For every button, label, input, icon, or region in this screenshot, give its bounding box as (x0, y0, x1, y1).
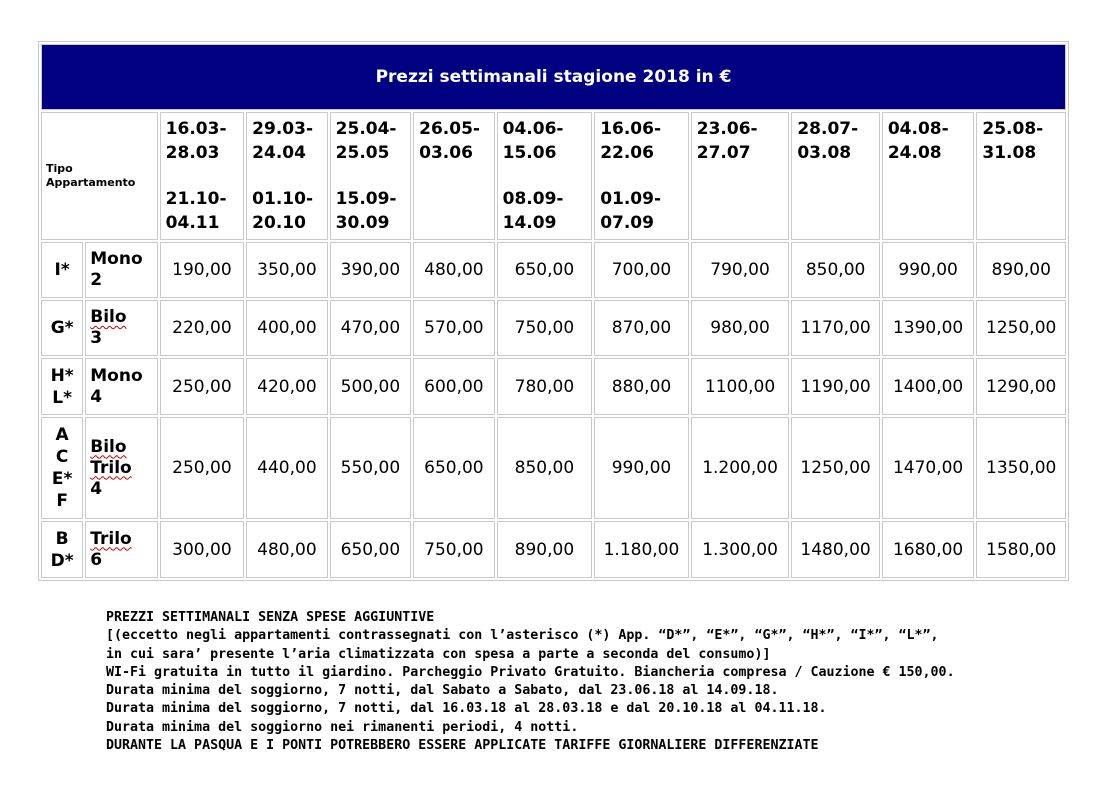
note-line: DURANTE LA PASQUA E I PONTI POTREBBERO ESSERE APPLICATE TARIFFE GIORNALIERE DIFFERENZIATE (106, 738, 819, 754)
period-date: 04.11 (165, 213, 220, 233)
apartment-type (85, 242, 157, 298)
period-date: 22.06 (600, 143, 654, 163)
table-row (41, 521, 1066, 578)
apartment-type-word (90, 437, 156, 458)
price-cell: 300,00 (160, 521, 245, 578)
period-date: 03.08 (797, 143, 852, 163)
period-date: 08.09- (502, 189, 564, 209)
apartment-type-word (90, 249, 156, 270)
price-cell: 570,00 (413, 300, 494, 356)
apartment-type (85, 417, 157, 519)
period-range (503, 117, 592, 165)
period-header (413, 112, 494, 240)
price-cell: 220,00 (160, 300, 245, 356)
price-cell: 1580,00 (976, 521, 1066, 578)
period-date: 24.08 (887, 143, 942, 163)
price-cell: 650,00 (413, 417, 494, 519)
table-row (41, 300, 1066, 356)
table-row (41, 358, 1066, 415)
price-cell: 1680,00 (882, 521, 975, 578)
period-date: 26.05- (419, 119, 480, 139)
price-cell: 700,00 (594, 242, 689, 298)
note-line: Durata minima del soggiorno nei rimanenti periodi, 4 notti. (106, 719, 579, 735)
period-date: 27.07 (696, 143, 751, 163)
period-date: 01.10- (252, 189, 313, 209)
price-cell: 990,00 (594, 417, 689, 519)
period-date: 30.09 (335, 213, 390, 233)
period-range (419, 117, 493, 165)
apartment-code (41, 521, 83, 578)
price-cell: 500,00 (330, 358, 411, 415)
price-cell: 480,00 (413, 242, 494, 298)
apartment-code (41, 242, 83, 298)
price-cell: 980,00 (691, 300, 790, 356)
apartment-code-item: E* (51, 469, 73, 489)
period-date: 04.06- (502, 119, 564, 139)
apartment-code-item: F (56, 491, 68, 511)
period-header (497, 112, 593, 240)
apartment-type-word (90, 328, 156, 349)
period-range (888, 117, 974, 165)
period-range-alt (166, 187, 244, 235)
period-date: 03.06 (419, 143, 473, 163)
price-cell: 880,00 (594, 358, 689, 415)
period-range (982, 117, 1065, 165)
apartment-type-word (90, 529, 156, 550)
apartment-type (85, 300, 157, 356)
price-cell: 650,00 (497, 242, 593, 298)
period-header (791, 112, 880, 240)
apartment-code-item: A (55, 425, 69, 445)
apartment-type-text: 6 (90, 549, 103, 570)
table-row (41, 417, 1066, 519)
price-cell: 1250,00 (791, 417, 880, 519)
price-cell: 1470,00 (882, 417, 975, 519)
apartment-type-text: 2 (90, 270, 103, 290)
period-header (976, 112, 1066, 240)
period-date: 24.04 (252, 143, 306, 163)
period-header (246, 112, 327, 240)
header-label-line: Appartamento (46, 176, 136, 189)
period-header (882, 112, 975, 240)
price-cell: 470,00 (330, 300, 411, 356)
price-cell: 790,00 (691, 242, 790, 298)
price-cell: 1350,00 (976, 417, 1066, 519)
price-cell: 890,00 (976, 242, 1066, 298)
period-date: 01.09- (600, 189, 662, 209)
period-date: 21.10- (165, 189, 227, 209)
apartment-type-text: 4 (90, 478, 103, 499)
apartment-code-item: D* (50, 550, 74, 571)
period-date: 14.09 (502, 213, 557, 233)
note-line: WI-Fi gratuita in tutto il giardino. Parcheggio Privato Gratuito. Biancheria compresa / Cauzione € 150,00. (106, 664, 955, 680)
price-cell: 850,00 (497, 417, 593, 519)
price-cell: 1100,00 (691, 358, 790, 415)
price-cell: 350,00 (246, 242, 327, 298)
price-cell: 750,00 (497, 300, 593, 356)
period-date: 28.03 (165, 143, 220, 163)
apartment-type (85, 521, 157, 578)
price-cell: 750,00 (413, 521, 494, 578)
apartment-type-header (41, 112, 158, 240)
price-cell: 190,00 (160, 242, 245, 298)
period-date: 16.06- (600, 119, 662, 139)
apartment-type-word (90, 550, 156, 571)
price-cell: 400,00 (246, 300, 327, 356)
period-date: 20.10 (252, 213, 306, 233)
apartment-code (41, 358, 83, 415)
apartment-type-word (90, 458, 156, 479)
price-cell: 1480,00 (791, 521, 880, 578)
apartment-type-text: Trilo (90, 528, 132, 549)
period-range (697, 117, 789, 165)
price-cell: 480,00 (246, 521, 327, 578)
period-date: 07.09 (600, 213, 654, 233)
period-date: 15.09- (335, 189, 397, 209)
price-cell: 890,00 (497, 521, 593, 578)
note-line: PREZZI SETTIMANALI SENZA SPESE AGGIUNTIVE (106, 610, 435, 625)
apartment-type-word (90, 479, 156, 500)
note-line: Durata minima del soggiorno, 7 notti, dal 16.03.18 al 28.03.18 e dal 20.10.18 al 04.11.18. (106, 701, 827, 717)
period-date: 04.08- (887, 119, 949, 139)
apartment-type-text: Mono (90, 249, 143, 269)
apartment-type-text: Trilo (90, 457, 132, 478)
apartment-type-word (90, 387, 156, 408)
apartment-type-word (90, 366, 156, 387)
apartment-type-word (90, 270, 156, 291)
price-cell: 420,00 (246, 358, 327, 415)
period-range (336, 117, 410, 165)
price-cell: 600,00 (413, 358, 494, 415)
period-header (691, 112, 790, 240)
price-cell: 550,00 (330, 417, 411, 519)
period-range (252, 117, 326, 165)
price-cell: 1290,00 (976, 358, 1066, 415)
table-row (41, 242, 1066, 298)
price-cell: 850,00 (791, 242, 880, 298)
period-date: 25.05 (335, 143, 390, 163)
apartment-code-item: G* (50, 318, 74, 338)
period-date: 25.08- (982, 119, 1044, 139)
apartment-type (85, 358, 157, 415)
price-cell: 1.300,00 (691, 521, 790, 578)
apartment-type-text: 4 (90, 386, 103, 407)
price-cell: 1190,00 (791, 358, 880, 415)
period-date: 31.08 (982, 143, 1037, 163)
price-cell: 1170,00 (791, 300, 880, 356)
period-date: 25.04- (335, 119, 397, 139)
header-label-line: Tipo (46, 162, 73, 175)
price-cell: 1250,00 (976, 300, 1066, 356)
price-cell: 780,00 (497, 358, 593, 415)
apartment-code-item: I* (54, 260, 70, 280)
price-cell: 1390,00 (882, 300, 975, 356)
period-range (600, 117, 688, 165)
note-line: Durata minima del soggiorno, 7 notti, dal Sabato a Sabato, dal 23.06.18 al 14.09.18. (106, 683, 779, 699)
price-cell: 1.180,00 (594, 521, 689, 578)
period-header-row (41, 112, 1066, 240)
period-date: 28.07- (797, 119, 859, 139)
price-cell: 390,00 (330, 242, 411, 298)
apartment-code-item: B (55, 528, 69, 549)
period-range (797, 117, 879, 165)
note-line: in cui sara’ presente l’aria climatizzata con spesa a parte a seconda del consumo)] (106, 646, 771, 662)
period-range (166, 117, 244, 165)
apartment-code-item: L* (52, 387, 72, 408)
apartment-code (41, 417, 83, 519)
period-range-alt (336, 187, 410, 235)
price-cell: 870,00 (594, 300, 689, 356)
price-cell: 250,00 (160, 417, 245, 519)
apartment-code (41, 300, 83, 356)
period-date: 23.06- (696, 119, 758, 139)
apartment-type-text: Bilo (90, 307, 127, 327)
apartment-type-text: Bilo (90, 436, 127, 457)
price-cell: 650,00 (330, 521, 411, 578)
note-line: [(eccetto negli appartamenti contrassegnati con l’asterisco (*) App. “D*”, “E*”, “G*”, “H*”, “I*”, “L*”, (106, 628, 939, 644)
price-table (38, 41, 1069, 581)
table-title: Prezzi settimanali stagione 2018 in € (41, 44, 1066, 110)
period-range-alt (252, 187, 326, 235)
price-cell: 440,00 (246, 417, 327, 519)
period-header (330, 112, 411, 240)
apartment-type-text: 3 (90, 328, 103, 348)
period-range-alt (600, 187, 688, 235)
period-header (594, 112, 689, 240)
period-date: 16.03- (165, 119, 227, 139)
apartment-code-item: C (55, 447, 69, 467)
period-date: 29.03- (252, 119, 313, 139)
price-cell: 1400,00 (882, 358, 975, 415)
period-header (160, 112, 245, 240)
apartment-type-word (90, 307, 156, 328)
price-cell: 990,00 (882, 242, 975, 298)
period-date: 15.06 (502, 143, 557, 163)
notes-block (106, 609, 955, 755)
price-cell: 250,00 (160, 358, 245, 415)
period-range-alt (503, 187, 592, 235)
apartment-code-item: H* (50, 365, 74, 386)
price-cell: 1.200,00 (691, 417, 790, 519)
apartment-type-text: Mono (90, 365, 143, 386)
